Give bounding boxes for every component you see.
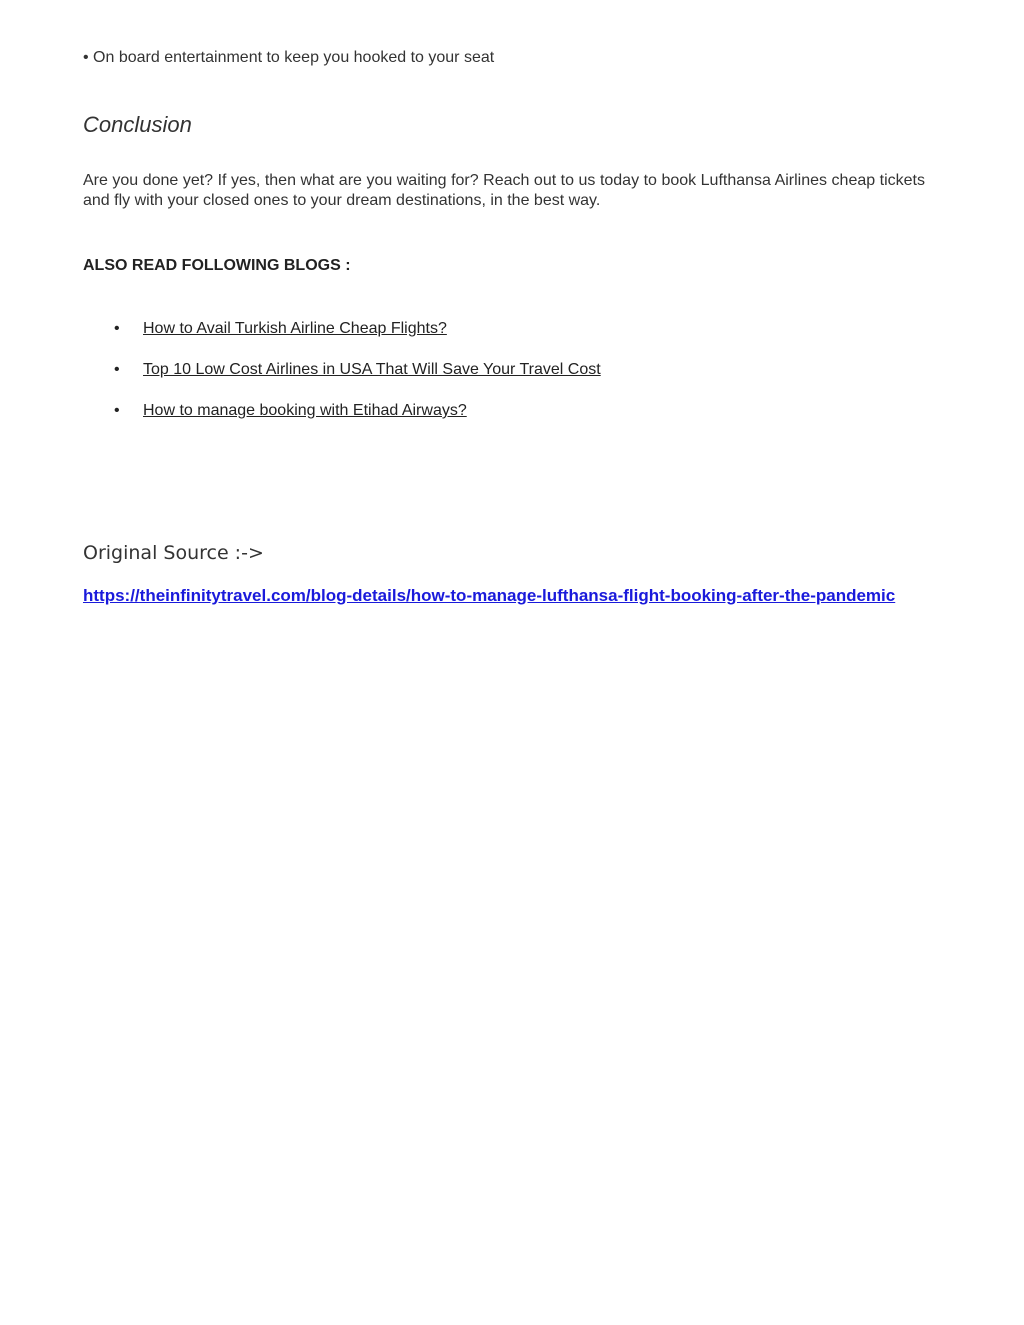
entertainment-bullet-text: • On board entertainment to keep you hooked to your seat [83,49,495,66]
blog-link-low-cost-airlines[interactable]: Top 10 Low Cost Airlines in USA That Will Save Your Travel Cost [143,361,601,378]
original-source-heading: Original Source :-> [83,542,264,564]
bullet-icon: • [114,320,120,337]
original-source-link[interactable]: https://theinfinitytravel.com/blog-details/how-to-manage-lufthansa-flight-booking-after-the-pandemic [83,586,896,605]
bullet-icon: • [114,402,120,419]
blog-link-etihad-booking[interactable]: How to manage booking with Etihad Airways? [143,402,467,419]
conclusion-heading: Conclusion [83,112,192,137]
conclusion-paragraph: Are you done yet? If yes, then what are you waiting for? Reach out to us today to book Lufthansa Airlines cheap tickets and fly with your closed ones to your dream destinations, in the best way. [83,172,925,209]
also-read-heading: ALSO READ FOLLOWING BLOGS : [83,257,351,274]
blog-link-turkish-airline[interactable]: How to Avail Turkish Airline Cheap Flights? [143,320,447,337]
bullet-icon: • [114,361,120,378]
